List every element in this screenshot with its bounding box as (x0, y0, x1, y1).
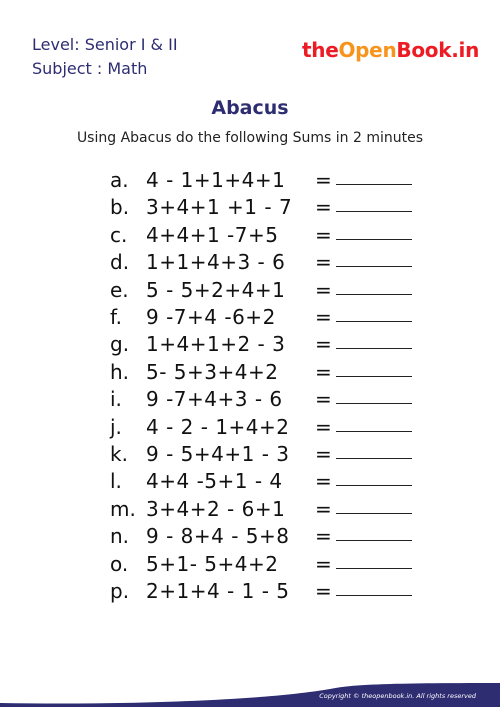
problem-row (0, 387, 500, 417)
answer-line[interactable] (336, 431, 412, 432)
problem-label: i. (110, 387, 122, 411)
problem-expression: 3+4+2 - 6+1 (146, 497, 286, 521)
problem-row (0, 442, 500, 472)
problem-expression: 1+1+4+3 - 6 (146, 250, 286, 274)
answer-line[interactable] (336, 184, 412, 185)
problem-row (0, 250, 500, 280)
problem-row (0, 360, 500, 390)
equals-sign: = (315, 195, 332, 219)
answer-line[interactable] (336, 568, 412, 569)
problem-label: l. (110, 469, 122, 493)
equals-sign: = (315, 168, 332, 192)
problem-expression: 5+1- 5+4+2 (146, 552, 279, 576)
equals-sign: = (315, 442, 332, 466)
problem-row (0, 415, 500, 445)
equals-sign: = (315, 223, 332, 247)
level-label: Level: Senior I & II (32, 35, 178, 54)
answer-line[interactable] (336, 403, 412, 404)
answer-line[interactable] (336, 540, 412, 541)
problem-row (0, 223, 500, 253)
problem-expression: 9 - 8+4 - 5+8 (146, 524, 290, 548)
equals-sign: = (315, 250, 332, 274)
answer-line[interactable] (336, 294, 412, 295)
answer-line[interactable] (336, 348, 412, 349)
answer-line[interactable] (336, 513, 412, 514)
equals-sign: = (315, 469, 332, 493)
problem-row (0, 524, 500, 554)
equals-sign: = (315, 278, 332, 302)
problem-expression: 9 -7+4 -6+2 (146, 305, 276, 329)
problem-row (0, 278, 500, 308)
problem-label: c. (110, 223, 128, 247)
problem-label: e. (110, 278, 129, 302)
problem-expression: 4+4+1 -7+5 (146, 223, 279, 247)
subject-label: Subject : Math (32, 59, 148, 78)
problem-label: j. (110, 415, 122, 439)
answer-line[interactable] (336, 485, 412, 486)
problem-row (0, 497, 500, 527)
problem-row (0, 195, 500, 225)
problem-expression: 9 - 5+4+1 - 3 (146, 442, 290, 466)
problem-expression: 5 - 5+2+4+1 (146, 278, 286, 302)
equals-sign: = (315, 332, 332, 356)
problem-expression: 2+1+4 - 1 - 5 (146, 579, 290, 603)
answer-line[interactable] (336, 239, 412, 240)
problem-label: p. (110, 579, 130, 603)
answer-line[interactable] (336, 211, 412, 212)
problem-row (0, 168, 500, 198)
copyright-text: Copyright © theopenbook.in. All rights reserved (319, 692, 476, 700)
problem-row (0, 469, 500, 499)
answer-line[interactable] (336, 376, 412, 377)
equals-sign: = (315, 360, 332, 384)
problem-label: k. (110, 442, 128, 466)
problem-row (0, 552, 500, 582)
problem-row (0, 579, 500, 609)
problem-label: b. (110, 195, 130, 219)
problem-label: f. (110, 305, 122, 329)
problem-expression: 9 -7+4+3 - 6 (146, 387, 283, 411)
problem-expression: 3+4+1 +1 - 7 (146, 195, 293, 219)
equals-sign: = (315, 497, 332, 521)
site-logo: theOpenBook.in (302, 38, 480, 62)
equals-sign: = (315, 579, 332, 603)
answer-line[interactable] (336, 266, 412, 267)
problem-label: g. (110, 332, 130, 356)
problem-expression: 5- 5+3+4+2 (146, 360, 279, 384)
problem-expression: 4 - 2 - 1+4+2 (146, 415, 290, 439)
problem-label: m. (110, 497, 136, 521)
equals-sign: = (315, 415, 332, 439)
equals-sign: = (315, 305, 332, 329)
equals-sign: = (315, 552, 332, 576)
problem-expression: 1+4+1+2 - 3 (146, 332, 286, 356)
problem-expression: 4+4 -5+1 - 4 (146, 469, 283, 493)
instruction-text: Using Abacus do the following Sums in 2 minutes (76, 130, 424, 146)
equals-sign: = (315, 387, 332, 411)
problem-expression: 4 - 1+1+4+1 (146, 168, 286, 192)
problem-label: h. (110, 360, 130, 384)
answer-line[interactable] (336, 458, 412, 459)
problem-label: d. (110, 250, 130, 274)
answer-line[interactable] (336, 321, 412, 322)
answer-line[interactable] (336, 595, 412, 596)
problem-label: o. (110, 552, 129, 576)
page-title: Abacus (211, 97, 289, 119)
problem-label: a. (110, 168, 129, 192)
worksheet-meta (32, 33, 178, 81)
problem-label: n. (110, 524, 130, 548)
footer-band (0, 683, 500, 707)
problem-row (0, 305, 500, 335)
equals-sign: = (315, 524, 332, 548)
problem-row (0, 332, 500, 362)
